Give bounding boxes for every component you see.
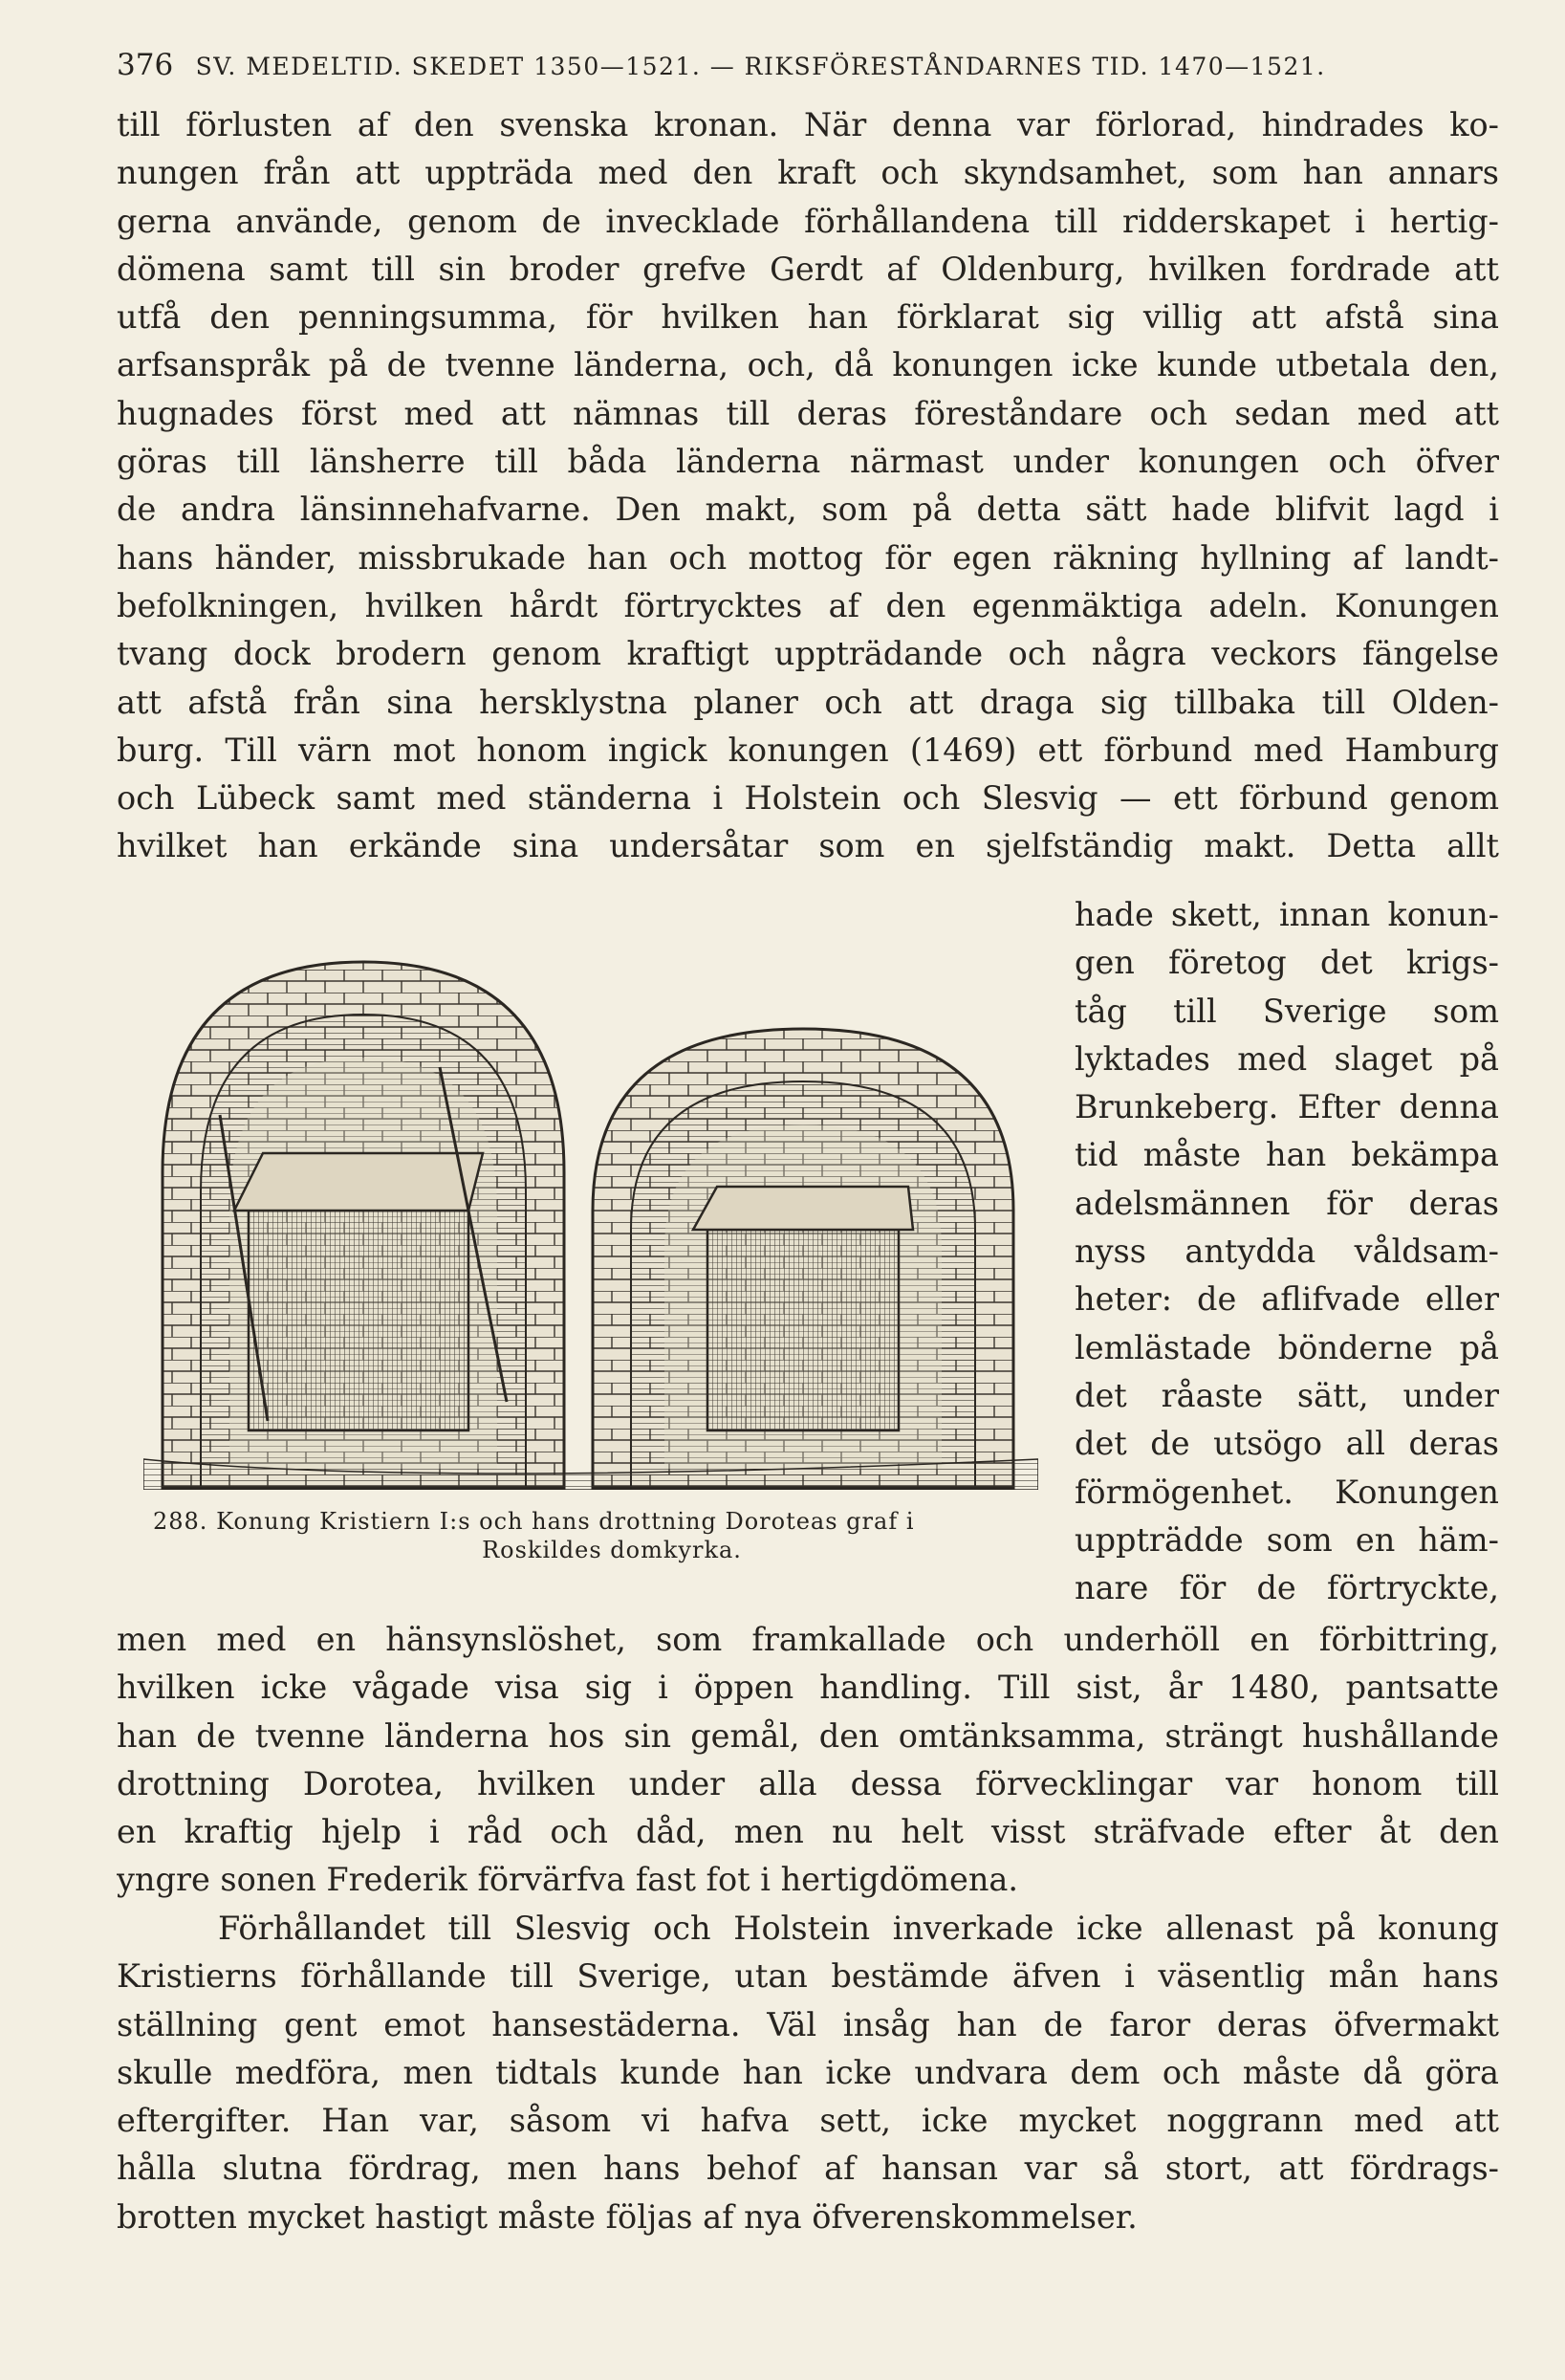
text-line: tid måste han bekämpa: [1075, 1136, 1499, 1174]
text-line: hugnades först med att nämnas till deras föreståndare och sedan med att: [117, 394, 1499, 432]
text-line: utfå den penningsumma, för hvilken han förklarat sig villig att afstå sina: [117, 298, 1499, 337]
text-line: att afstå från sina herskly‍stna planer och att draga sig tillbaka till Olden-: [117, 683, 1499, 721]
text-line: nyss antydda våldsam-: [1075, 1233, 1499, 1271]
figure-caption: [153, 1507, 1042, 1564]
text-line: det de utsögo all deras: [1075, 1425, 1499, 1463]
bottom-paragraph-1: [117, 1616, 1499, 1905]
text-line: förmögenhet. Konungen: [1075, 1473, 1499, 1511]
text-line: gen företog det krigs-: [1075, 944, 1499, 982]
bottom-paragraph-2: [117, 1905, 1499, 2241]
caption-line: 288. Konung Kristiern I:s och hans drottning Doroteas graf i: [153, 1508, 915, 1535]
text-line: arfsanspråk på de tvenne länderna, och, då konungen icke kunde utbetala den,: [117, 346, 1499, 384]
text-line: ställning gent emot hansestäderna. Väl insåg han de faror deras öfvermakt: [117, 2005, 1499, 2043]
left-sarcophagus: [249, 1211, 468, 1430]
page-number: 376: [117, 48, 174, 82]
text-line: drottning Dorotea, hvilken under alla dessa förvecklingar var honom till: [117, 1764, 1499, 1802]
text-line: hvilken icke vågade visa sig i öppen handling. Till sist, år 1480, pantsatte: [117, 1669, 1499, 1707]
text-line: lemlästade bönderne på: [1075, 1328, 1499, 1366]
text-line: heter: de aflifvade eller: [1075, 1280, 1499, 1319]
right-vault: [593, 1029, 1013, 1488]
text-line: till förlusten af den svenska kronan. När denna var förlorad, hindrades ko-: [117, 106, 1499, 143]
text-line: göras till länsherre till båda länderna närmast under konungen och öfver: [117, 443, 1499, 481]
text-line: skulle medföra, men tidtals kunde han icke undvara dem och måste då göra: [117, 2053, 1499, 2091]
text-line: eftergifter. Han var, såsom vi hafva sett, icke mycket noggrann med att: [117, 2102, 1499, 2140]
text-line: hvilket han erkände sina undersåtar som en sjelfständig makt. Detta allt: [117, 827, 1499, 865]
tomb-illustration: [143, 924, 1038, 1490]
text-line: Brunkeberg. Efter denna: [1075, 1088, 1499, 1126]
right-sarcophagus: [707, 1230, 899, 1430]
text-line: Kristierns förhållande till Sverige, utan bestämde äfven i väsentlig mån hans: [117, 1957, 1499, 1996]
text-line: en kraftig hjelp i råd och dåd, men nu helt visst sträfvade efter åt den: [117, 1813, 1499, 1851]
text-line: och Lübeck samt med ständerna i Holstein och Slesvig — ett förbund genom: [117, 779, 1499, 818]
text-line: hade skett, innan konun-: [1075, 896, 1499, 933]
left-vault: [163, 962, 564, 1488]
text-line: yngre sonen Frederik förvärfva fast fot i hertigdömena.: [117, 1861, 1019, 1899]
text-line: dömena samt till sin broder grefve Gerdt af Oldenburg, hvilken fordrade att: [117, 250, 1499, 288]
text-line: tvang dock brodern genom kraftigt uppträdande och några veckors fängelse: [117, 635, 1499, 673]
text-line: befolkningen, hvilken hårdt förtrycktes af den egenmäktiga adeln. Konungen: [117, 586, 1499, 624]
side-column: [1075, 891, 1499, 1612]
caption-line: Roskildes domkyrka.: [482, 1537, 742, 1563]
running-header: [117, 48, 1503, 82]
text-line: nare för de förtryckte,: [1075, 1569, 1499, 1607]
text-line: hålla slutna fördrag, men hans behof af hansan var så stort, att fördrags-: [117, 2150, 1499, 2188]
text-line: men med en hänsynslöshet, som framkallade och underhöll en förbittring,: [117, 1621, 1499, 1658]
text-line: Förhållandet till Slesvig och Holstein inverkade icke allenast på konung: [218, 1910, 1499, 1947]
text-line: adelsmännen för deras: [1075, 1184, 1499, 1222]
text-line: burg. Till värn mot honom ingick konungen (1469) ett förbund med Hamburg: [117, 731, 1499, 769]
text-line: tåg till Sverige som: [1075, 992, 1499, 1030]
text-line: gerna använde, genom de invecklade förhållandena till ridderskapet i hertig-: [117, 202, 1499, 240]
text-line: brotten mycket hastigt måste följas af nya öfverenskommelser.: [117, 2197, 1138, 2236]
text-line: han de tvenne länderna hos sin gemål, den omtänksamma, strängt hushållande: [117, 1716, 1499, 1755]
text-line: uppträdde som en häm-: [1075, 1520, 1499, 1559]
text-line: det råaste sätt, under: [1075, 1376, 1499, 1414]
text-line: hans händer, missbrukade han och mottog för egen räkning hyllning af landt-: [117, 538, 1499, 577]
running-title: SV. MEDELTID. SKEDET 1350—1521. — RIKSFÖRESTÅNDARNES TID. 1470—1521.: [195, 53, 1326, 80]
text-line: nungen från att uppträda med den kraft och skyndsamhet, som han annars: [117, 154, 1499, 192]
vault-engraving: [143, 924, 1038, 1490]
text-line: lyktades med slaget på: [1075, 1039, 1499, 1078]
top-paragraph: [117, 101, 1499, 871]
text-line: de andra länsinnehafvarne. Den makt, som på detta sätt hade blifvit lagd i: [117, 491, 1499, 529]
